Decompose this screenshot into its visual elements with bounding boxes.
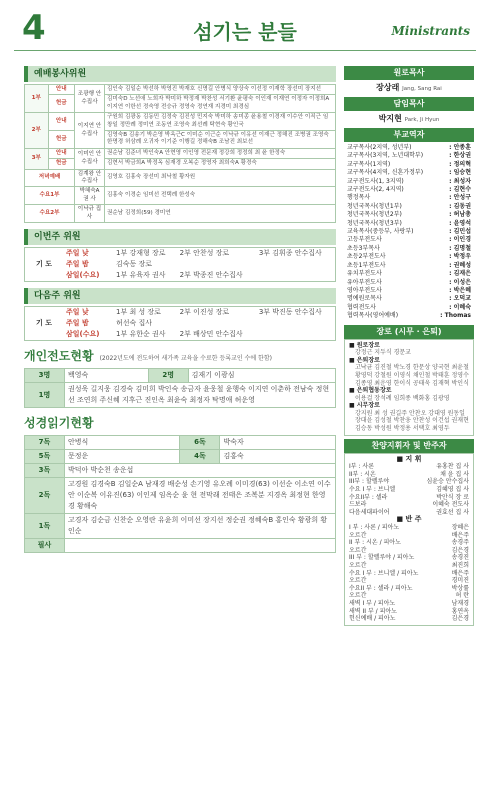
accompanist-row-role: 오르간 [349, 577, 367, 585]
page-subtitle: Ministrants [391, 24, 470, 38]
associate-role: 영아부전도사 [347, 286, 382, 294]
associate-name: : 박은혜 [449, 286, 471, 294]
conductor-row-role: 수요 I 부 : 브니엘 [349, 486, 396, 494]
elder-group-heading: ■ 은퇴장로 [349, 356, 380, 364]
conductor-row [349, 463, 469, 471]
elder-group-names: 강지원 최 성 권길주 안찬오 강대영 원동일 장대윤 김성철 박찬웅 안찬성 이건섭 권재현 김승동 박성원 박정용 서택호 최영두 [355, 409, 469, 433]
accompanist-row [349, 608, 469, 616]
accompanist-row-role: I 부 : 사론 / 피아노 [349, 524, 400, 531]
associate-name: : 안종훈 [449, 144, 471, 151]
associate-name: : 이인경 [449, 236, 471, 244]
service-cell: 저녁예배 [25, 169, 75, 187]
leader-cell: 이미인 안수집사 [75, 148, 105, 169]
count-cell: 5독 [25, 450, 65, 464]
worship-row [25, 205, 336, 223]
associate-role: 유아부전도사 [347, 278, 382, 286]
count-cell: 2독 [25, 478, 65, 514]
names-cell: 권순남 김준녀 박인숙A 안현영 이인영 전문재 정강희 정정희 최 윤 한정숙 [105, 148, 336, 158]
associate-row [347, 194, 471, 202]
accompanist-row-role: 새벽 II 부 / 피아노 [349, 607, 397, 615]
accompanist-row [349, 524, 469, 532]
conductor-row-role: II부 : 시온 [349, 470, 376, 478]
role-cell: 헌금 [48, 131, 74, 149]
associate-name: : 정의혁 [449, 160, 471, 168]
service-cell: 수요2부 [25, 205, 75, 223]
names-cell: 고경원 김경숙B 김일순A 남재경 배순성 손기영 유오례 이미경(63) 이선순 이소연 이수안 이순복 이유진(63) 이인제 임옥순 윤 현 전막래 전태은 조복분 지경옥 최정현 한영경 황해숙 [65, 478, 336, 514]
conductor-row-name: 심윤승 안수집사 [426, 478, 469, 486]
accompanist-row [349, 592, 469, 600]
names-cell: 김홍숙 이경순 임미선 전택례 한성숙 [105, 187, 336, 205]
conductor-row-name: 박안식 장 로 [436, 493, 469, 501]
associate-name: : 이성은 [449, 278, 471, 286]
role-cell: 안내 [48, 113, 74, 131]
role-cell: 헌금 [48, 159, 74, 169]
elder-group-names: 고낙균 김진철 박노경 한문상 양국현 최윤철 황영덕 강철원 이영식 채인철 박태훈 정영수 김종영 최운영 한이식 공태욱 김재혁 박인식 [355, 364, 469, 387]
associate-name: : 권혜성 [449, 261, 471, 269]
prayer-item: 3부 박진동 안수집사 [258, 308, 322, 317]
associate-row [347, 236, 471, 244]
associate-name: : 김명철 [449, 244, 471, 252]
count-cell: 4독 [180, 450, 220, 464]
worship-row [25, 95, 336, 113]
left-column [24, 66, 336, 553]
conductor-row-name: 유홍찬 집 사 [436, 463, 469, 471]
next-week-box [24, 306, 336, 341]
conductor-row [349, 478, 469, 486]
names-cell: 문정운 [65, 450, 180, 464]
service-name: 삼일(수요) [66, 271, 100, 280]
service-name: 삼일(수요) [66, 330, 100, 339]
associate-role: 교구목사(4지역, 신혼가정부) [347, 169, 424, 177]
accompanist-row-role: 오르간 [349, 592, 367, 600]
conductor-row-role: 수요II부 : 셀라 [349, 493, 388, 501]
associate-role: 교구목사(3지역, 노년대학부) [347, 152, 424, 160]
elder-group-names: 강정근 지두식 경문교 [355, 349, 411, 357]
lead-pastor-name: 박지현 Park, Ji Hyun [378, 114, 440, 123]
leader-cell: 김계왕 안수집사 [75, 169, 105, 187]
leader-cell: 박혜숙A 권 사 [75, 187, 105, 205]
associate-role: 청년국목사(청년1부) [347, 202, 402, 210]
page-number: 4 [22, 8, 46, 48]
associate-role: 협력목사(영어예배) [347, 312, 399, 320]
prayer-item: 김숙동 장로 [116, 260, 153, 269]
worship-row [25, 159, 336, 169]
role-cell: 헌금 [48, 95, 74, 113]
names-cell: 고경자 김순금 신찬순 오영란 유윤희 이미선 장지선 정순권 정혜숙B 홍인숙 황광희 황인순 [65, 514, 336, 539]
associate-role: 명예원로목사 [347, 295, 382, 303]
associate-role: 초등1부전도사 [347, 261, 386, 269]
associate-name: : 윤영석 [449, 219, 471, 227]
service-name: 주일 낮 [66, 249, 89, 258]
accompanist-row [349, 539, 469, 547]
associate-row [347, 220, 471, 228]
associate-name: : 한상권 [449, 152, 471, 160]
leader-cell: 조광행 안수집사 [75, 85, 105, 113]
names-cell: 권성욱 길지웅 김경숙 김미희 박인숙 송금자 윤웅철 윤행숙 이지연 이춘하 전남숙 정현선 조연희 주신혜 지후근 진인옥 최윤숙 최정자 탁명애 허운영 [65, 383, 336, 408]
count-cell: 6독 [180, 436, 220, 450]
elder-group-heading: ■ 은퇴협동장로 [349, 387, 392, 395]
conductor-row-role: 드보라 [349, 501, 367, 509]
associate-row [347, 312, 471, 320]
accompanist-row-name: 경미진 [451, 577, 469, 585]
worship-section-title: 예배봉사위원 [24, 66, 336, 82]
right-sidebar [344, 66, 474, 626]
associate-row [347, 295, 471, 303]
bible-title: 성경읽기현황 [24, 416, 94, 431]
prayer-label: 기 도 [36, 260, 52, 269]
associate-row [347, 262, 471, 270]
service-cell: 수요1부 [25, 187, 75, 205]
associate-list [344, 142, 474, 323]
conductor-row-name: 채 윤 집 사 [440, 470, 469, 478]
accompanist-row-name: 허 란 [455, 592, 469, 600]
names-cell [65, 539, 336, 553]
associate-name: : 박정우 [449, 253, 471, 261]
prayer-item: 1부 유육자 권사 [116, 271, 166, 280]
conductor-row-name: 이혜숙 전도사 [432, 501, 469, 509]
header-divider [14, 50, 476, 51]
senior-pastor-name: 장상래 Jang, Sang Rai [376, 83, 442, 92]
service-cell: 3부 [25, 148, 49, 169]
count-cell: 7독 [25, 436, 65, 450]
conductor-row-role: I부 : 사론 [349, 463, 374, 471]
service-name: 주일 밤 [66, 260, 89, 269]
worship-row [25, 85, 336, 95]
prayer-item [256, 318, 335, 329]
role-cell: 안내 [48, 85, 74, 95]
evangelism-title: 개인전도현황 (2022년도에 전도하여 새가족 교육을 수료한 등록교인 수에 한함) [24, 349, 272, 364]
count-cell: 2명 [148, 369, 188, 383]
prayer-item [256, 270, 335, 281]
names-cell: 권순남 김정희(59) 경미연 [105, 205, 336, 223]
names-cell: 김미숙D 노선애 노희자 박미하 박정재 박찬성 서기환 윤평숙 이인재 이재연 이정자 이정희A 이지연 이한선 정숙영 전승규 정영숙 정연재 지경미 최경심 [105, 95, 336, 113]
associate-role: 유치부전도사 [347, 270, 382, 278]
accompanist-row [349, 615, 469, 623]
associate-row [347, 178, 471, 186]
names-cell: 박숙자 [220, 436, 336, 450]
accompanist-row-name: 배은주 [451, 569, 469, 577]
conductor-row [349, 501, 469, 509]
prayer-item: 1부 유한순 권사 [116, 330, 166, 339]
worship-row [25, 187, 336, 205]
associate-role: 교구목사(1지역) [347, 160, 391, 168]
conductor-row-name: 권효선 집 사 [436, 508, 469, 516]
accompanist-row-role: 오르간 [349, 531, 367, 539]
accompanist-row [349, 562, 469, 570]
elder-group-heading: ■ 원로장로 [349, 341, 380, 349]
names-cell: 백영숙 [65, 369, 149, 383]
associate-row [347, 270, 471, 278]
associate-row [347, 211, 471, 219]
names-cell: 김영숙B 김송기 박순영 박옥근C 이미순 이근순 이낙규 이유선 이재근 정해진 조병권 조영숙 한명경 허삼례 오귀자 이기준 이행길 정해숙B 조남진 최보선 [105, 131, 336, 149]
choir-title: 찬양지휘자 및 반주자 [344, 439, 474, 453]
accompanist-row-name: 남재경 [451, 599, 469, 607]
conductor-row-role: III부 : 할렐루야 [349, 478, 390, 486]
prayer-item [177, 318, 256, 329]
this-week-title: 이번주 위원 [24, 229, 336, 245]
count-cell: 3독 [25, 464, 65, 478]
prayer-item: 3부 김휘종 안수집사 [258, 249, 322, 258]
prayer-item: 2부 안찬성 장로 [179, 249, 230, 258]
role-cell: 안내 [48, 148, 74, 158]
leader-cell: 이낙규 집 사 [75, 205, 105, 223]
associate-row [347, 161, 471, 169]
page-header [0, 0, 490, 62]
this-week-box [24, 247, 336, 282]
associate-row [347, 169, 471, 177]
names-cell: 김영호 김홍숙 장선미 최낙철 황자원 [105, 169, 336, 187]
accompanist-row-role: 오르간 [349, 546, 367, 554]
prayer-item: 허선숙 집사 [116, 319, 153, 328]
accompanist-row-name: 김은경 [451, 615, 469, 623]
elder-group-heading: ■ 시무장로 [349, 402, 380, 410]
service-name: 주일 낮 [66, 308, 89, 317]
accompanist-row [349, 585, 469, 593]
associate-row [347, 152, 471, 160]
names-cell: 안병식 [65, 436, 180, 450]
worship-row [25, 148, 336, 158]
conductor-row-role: 다음세대파이어 [349, 508, 390, 516]
associate-title: 부교역자 [344, 128, 474, 142]
accompanist-row-role: 수요II 부 : 셀라 / 피아노 [349, 584, 413, 592]
prayer-item: 2부 박종진 안수집사 [179, 271, 243, 280]
associate-role: 초등2부전도사 [347, 253, 386, 261]
associate-role: 초등3부목사 [347, 244, 380, 252]
associate-role: 교구전도사(2, 4지역) [347, 186, 404, 194]
associate-name: : Thomas [440, 312, 471, 320]
names-cell: 김인숙 김일순 박선하 박영진 박재호 신명길 안병식 양상숙 이선정 이재학 장선미 장지선 [105, 85, 336, 95]
service-name: 주일 밤 [66, 319, 89, 328]
count-cell: 필사 [25, 539, 65, 553]
worship-row [25, 131, 336, 149]
accompanist-row [349, 577, 469, 585]
associate-name: : 이혜숙 [449, 303, 471, 311]
accompanist-row-name: 홍연옥 [451, 607, 469, 615]
evangelism-table [24, 368, 336, 408]
associate-role: 교육목사(중등부, 사랑부) [347, 228, 414, 236]
accompanist-row-name: 송경진 [451, 554, 469, 562]
page-title: 섬기는 분들 [193, 20, 297, 44]
accompanist-row-name: 배은주 [451, 531, 469, 539]
evangelism-note: (2022년도에 전도하여 새가족 교육을 수료한 등록교인 수에 한함) [99, 355, 272, 363]
bible-table [24, 435, 336, 553]
count-cell: 3명 [25, 369, 65, 383]
worship-row [25, 169, 336, 187]
prayer-label: 기 도 [36, 319, 52, 328]
service-cell: 2부 [25, 113, 49, 149]
elders-title: 장로 (시무 · 은퇴) [344, 325, 474, 339]
count-cell: 1독 [25, 514, 65, 539]
accompanist-row-role: II 부 : 시온 / 피아노 [349, 539, 401, 547]
service-cell: 1부 [25, 85, 49, 113]
accompanist-row-name: 송경주 [451, 539, 469, 547]
elder-group-names: 이용걸 장석례 임희종 백화홍 김광영 [355, 394, 450, 402]
accompanist-heading: ■ 반 주 [396, 515, 422, 524]
accompanist-row-role: 새벽 I 부 / 피아노 [349, 599, 396, 607]
associate-name: : 김현수 [449, 186, 471, 194]
prayer-item: 1부 최 성 장로 [116, 308, 161, 317]
accompanist-row [349, 554, 469, 562]
prayer-item: 2부 배상민 안수집사 [179, 330, 243, 339]
associate-row [347, 203, 471, 211]
accompanist-row-role: 수요 I 부 : 브니엘 / 피아노 [349, 569, 419, 577]
associate-name: : 오덕교 [449, 295, 471, 303]
associate-row [347, 253, 471, 261]
names-cell: 박덕아 박순천 송운섭 [65, 464, 336, 478]
associate-row [347, 304, 471, 312]
associate-name: : 김재은 [449, 270, 471, 278]
associate-role: 고등부전도사 [347, 236, 382, 244]
associate-name: : 김민섭 [449, 228, 471, 236]
prayer-item: 2부 이진성 장로 [179, 308, 230, 317]
accompanist-row-role: 헌신예배 / 피아노 [349, 615, 396, 623]
accompanist-row [349, 600, 469, 608]
associate-name: : 허남총 [449, 211, 471, 219]
prayer-item: 1부 강재형 장로 [116, 249, 166, 258]
next-week-title: 다음주 위원 [24, 288, 336, 304]
conductor-row [349, 486, 469, 494]
worship-row [25, 113, 336, 131]
names-cell: 김재기 이광심 [188, 369, 335, 383]
elders-list [344, 339, 474, 436]
choir-list [344, 453, 474, 626]
accompanist-row-role: III 부 : 할렐루야 / 피아노 [349, 554, 415, 562]
accompanist-row-name: 박상률 [451, 584, 469, 592]
prayer-item [256, 259, 335, 270]
associate-name: : 안성구 [449, 194, 471, 202]
associate-name: : 임승현 [449, 169, 471, 177]
accompanist-row [349, 570, 469, 578]
associate-role: 협력전도사 [347, 303, 376, 311]
senior-pastor-title: 원로목사 [344, 66, 474, 80]
names-cell: 김홍숙 [220, 450, 336, 464]
associate-role: 교구전도사(1, 3지역) [347, 177, 404, 185]
associate-role: 행정목사 [347, 194, 371, 202]
associate-role: 청년국목사(청년2부) [347, 211, 402, 219]
prayer-item [177, 259, 256, 270]
associate-name: : 김동권 [449, 202, 471, 210]
names-cell: 김현서 박금희A 박정옥 심재경 오복순 정영자 최희숙A 황경숙 [105, 159, 336, 169]
accompanist-row-name: 최진희 [451, 561, 469, 569]
associate-row [347, 279, 471, 287]
associate-role: 청년국목사(청년3부) [347, 219, 402, 227]
accompanist-row-name: 장혜은 [451, 524, 469, 531]
conductor-heading: ■ 지 휘 [396, 454, 422, 463]
conductor-row-name: 김혜영 집 사 [436, 486, 469, 494]
associate-name: : 최성자 [449, 177, 471, 185]
associate-role: 교구목사(2지역, 성년부) [347, 144, 412, 151]
lead-pastor-title: 담임목사 [344, 97, 474, 111]
names-cell: 구원희 김광동 김동민 김정숙 김진성 민지숙 박미하 송미종 윤용철 이경재 이수안 이직근 임창일 정만례 정미연 조동연 조영숙 최선례 탁현숙 황인국 [105, 113, 336, 131]
leader-cell: 이지연 안수집사 [75, 113, 105, 149]
accompanist-row-role: 오르간 [349, 561, 367, 569]
worship-table [24, 84, 336, 223]
accompanist-row-name: 김은경 [451, 546, 469, 554]
count-cell: 1명 [25, 383, 65, 408]
prayer-item [256, 329, 335, 340]
